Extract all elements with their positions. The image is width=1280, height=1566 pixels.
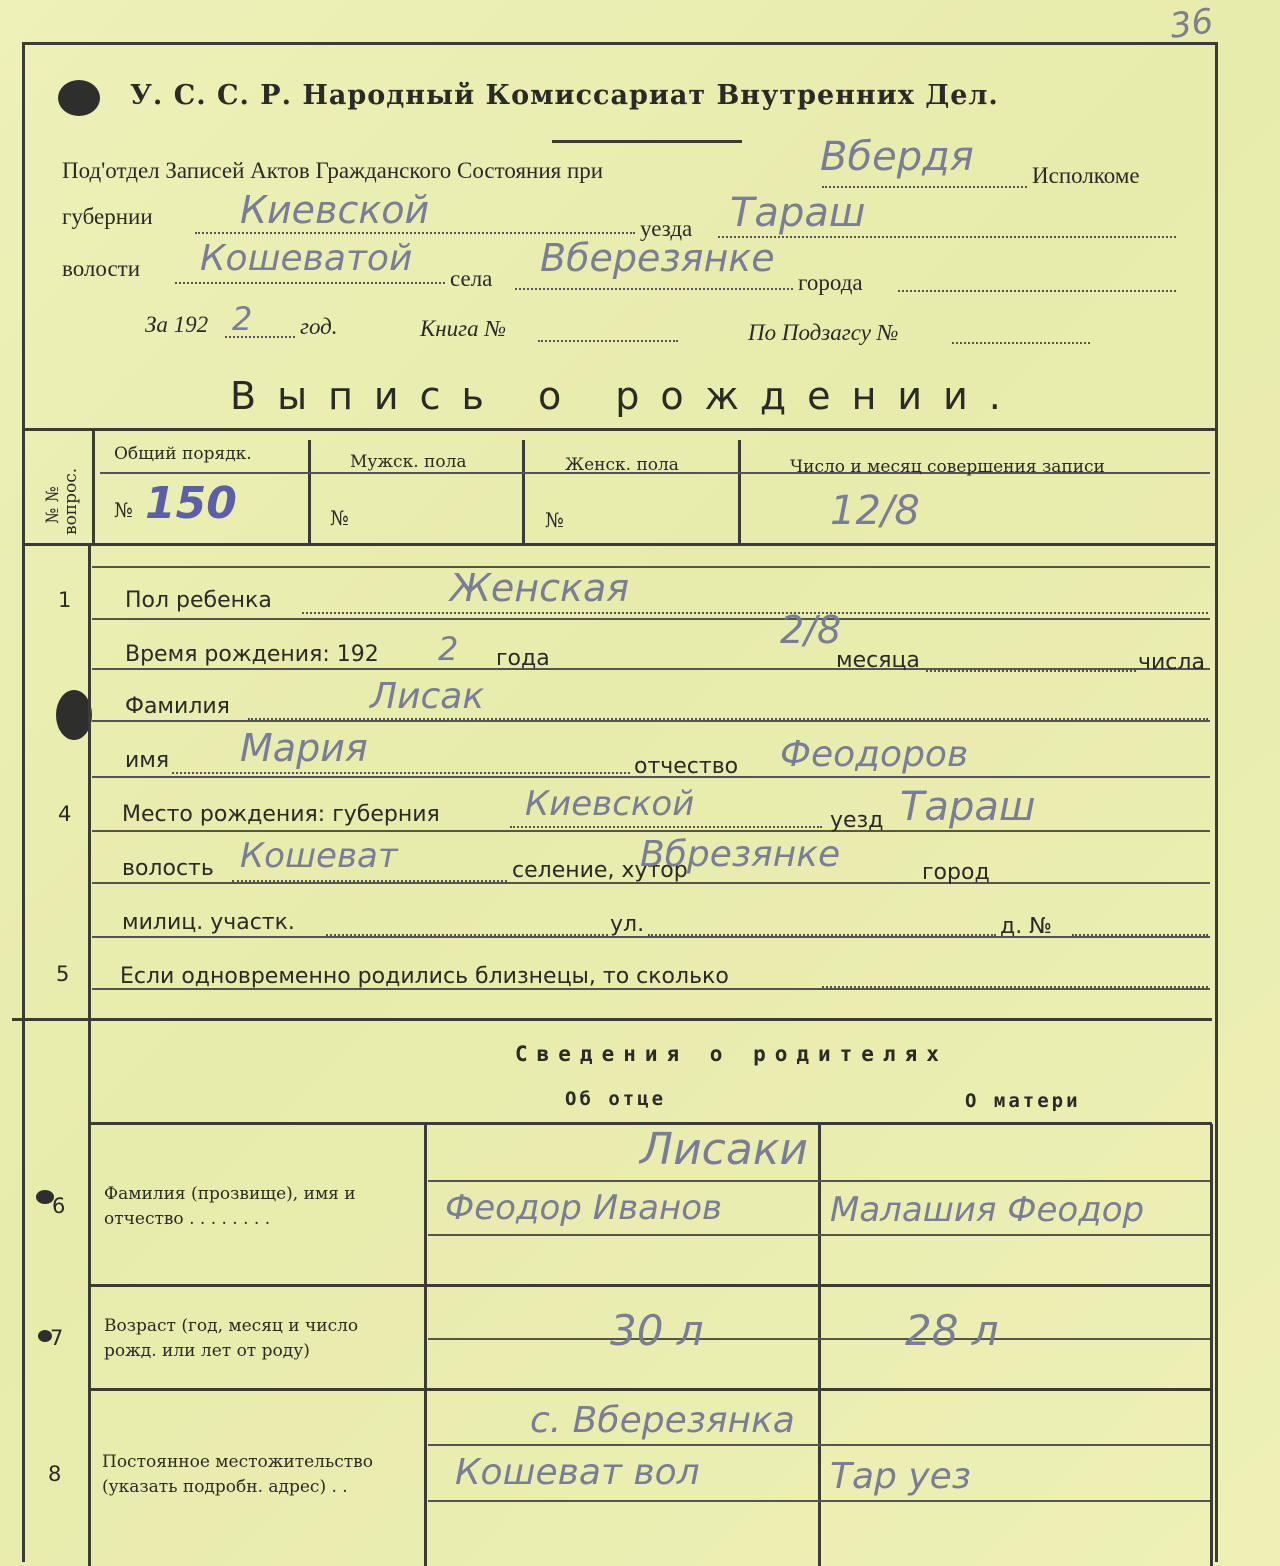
q-number-4: 4 (58, 802, 72, 826)
mother-heading: О матери (965, 1090, 1081, 1112)
table-top-rule (22, 428, 1218, 431)
twins-line (822, 986, 1208, 988)
guberniya-label: губернии (62, 204, 153, 229)
row-rule (428, 1234, 1210, 1236)
punch-hole (56, 690, 92, 740)
book-line (538, 340, 678, 342)
hw-birth-year: 2 (438, 630, 459, 668)
guberniya-line (195, 232, 635, 234)
col-divider (92, 428, 95, 546)
hw-address-right: Тар уез (830, 1456, 971, 1497)
row-rule (92, 720, 1210, 722)
no-sign: № (114, 498, 133, 522)
birthplace-guberniya-line (510, 826, 822, 828)
father-heading: Об отце (565, 1088, 667, 1110)
punch-hole (58, 80, 100, 116)
hw-child-sex: Женская (450, 566, 630, 610)
hw-uezd: Тараш (730, 190, 866, 236)
q-col-label-1: № № (43, 486, 63, 524)
parents-top-rule (12, 1018, 1212, 1021)
question-column-label (43, 467, 81, 535)
selo-label: села (450, 266, 493, 291)
row8-label: Постоянное местожительство (указать подробн. адрес) . . (102, 1452, 373, 1497)
col-general-order: Общий порядк. (114, 444, 252, 464)
ispolkom-line (822, 186, 1027, 188)
hw-general-number: 150 (145, 478, 237, 529)
hw-mother-name: Малашия Феодор (830, 1190, 1145, 1230)
twins-label: Если одновременно родились близнецы, то сколько (120, 964, 729, 989)
hw-birth-volost: Кошеват (240, 836, 398, 876)
birthplace-uezd-line (896, 830, 1208, 832)
row6-bottom (88, 1284, 1212, 1287)
settlement-label: селение, хутор (512, 858, 688, 883)
row-rule (428, 1338, 1210, 1340)
child-sex-label: Пол ребенка (125, 588, 272, 613)
hw-birth-uezd: Тараш (900, 784, 1036, 830)
surname-line (248, 718, 1208, 720)
settlement-line (712, 882, 920, 884)
name-line (172, 772, 630, 774)
q-number-1: 1 (58, 588, 72, 612)
hw-selo: Вберезянке (540, 236, 775, 280)
q-number-5: 5 (56, 962, 70, 986)
surname-label: Фамилия (125, 694, 230, 719)
col-divider (738, 440, 741, 546)
house-line (1072, 934, 1208, 936)
hw-ispolkom: Вбердя (820, 134, 974, 180)
header-title: У. С. С. Р. Народный Комиссариат Внутренних Дел. (130, 80, 999, 111)
day-label: числа (1138, 650, 1205, 675)
birthplace-city-line (998, 882, 1208, 884)
selo-line (515, 288, 793, 290)
col-divider (308, 440, 311, 546)
row-rule (428, 1444, 1210, 1446)
patronymic-line (758, 776, 1208, 778)
street-line (648, 934, 996, 936)
gorod-label: города (798, 270, 863, 295)
col-male: Мужск. пола (350, 452, 467, 472)
birth-date-line (556, 668, 831, 670)
hw-guberniya: Киевской (240, 188, 430, 232)
row-rule (428, 1500, 1210, 1502)
hw-parents-surname: Лисаки (640, 1124, 809, 1175)
hw-birth-date: 2/8 (780, 608, 842, 652)
hw-address-left: Кошеват вол (455, 1452, 700, 1493)
podzagsu-line (952, 342, 1090, 344)
volost-line (175, 282, 445, 284)
row7-bottom (88, 1388, 1212, 1391)
year-suffix: год. (300, 314, 338, 339)
uezd-label: уезда (640, 216, 693, 241)
table-bottom-rule (22, 543, 1218, 546)
archive-page-number: 36 (1167, 1, 1216, 47)
street-label: ул. (610, 912, 645, 937)
book-label: Книга № (420, 316, 507, 341)
hw-record-date: 12/8 (830, 488, 920, 534)
house-label: д. № (1000, 914, 1053, 939)
row-rule (92, 566, 1210, 568)
q-number-6: 6 (52, 1194, 66, 1218)
hw-father-age: 30 л (610, 1306, 704, 1355)
parents-heading: Сведения о родителях (515, 1042, 948, 1066)
patronymic-label: отчество (634, 754, 739, 779)
col-divider (522, 440, 525, 546)
uezd-line (718, 236, 1176, 238)
row-rule (92, 618, 1210, 620)
hw-name: Мария (240, 726, 368, 770)
month-label: месяца (836, 648, 920, 673)
birthplace-volost-label: волость (122, 856, 214, 881)
row7-label: Возраст (год, месяц и число рожд. или лет от роду) (104, 1316, 359, 1361)
birth-year-suffix: года (496, 646, 550, 671)
hw-mother-age: 28 л (905, 1306, 999, 1355)
col-female: Женск. пола (565, 455, 679, 475)
document-title: Выпись о рождении. (230, 374, 1022, 418)
gorod-line (898, 290, 1176, 292)
hw-volost: Кошеватой (200, 238, 413, 279)
q-col-label-2: вопрос. (61, 467, 81, 535)
militia-label: милиц. участк. (122, 910, 295, 935)
year-line (225, 336, 295, 338)
child-sex-line (302, 612, 1208, 614)
title-underline (552, 140, 742, 143)
subdept-label: Под'отдел Записей Актов Гражданского Состояния при (62, 158, 604, 183)
birthplace-volost-line (232, 880, 507, 882)
volost-label: волости (62, 256, 141, 281)
q-column-line (88, 546, 91, 1566)
father-col-line (424, 1124, 427, 1566)
q-number-8: 8 (48, 1462, 62, 1486)
right-border (1210, 1124, 1213, 1566)
ispolkom-label: Исполкоме (1032, 163, 1140, 188)
col-record-date: Число и месяц совершения записи (790, 457, 1105, 477)
hw-address-top: с. Вберезянка (530, 1400, 795, 1441)
month-line (926, 670, 1136, 672)
name-label: имя (125, 748, 170, 773)
hw-birth-guberniya: Киевской (525, 784, 695, 824)
hw-father-name: Феодор Иванов (445, 1188, 723, 1228)
year-label: За 192 (145, 312, 209, 337)
row6-label: Фамилия (прозвище), имя и отчество . . . . . . . . (104, 1184, 356, 1229)
hw-year: 2 (232, 300, 253, 338)
birth-time-label: Время рождения: 192 (125, 642, 379, 667)
birthplace-city-label: город (922, 860, 990, 885)
q-number-7: 7 (50, 1326, 64, 1350)
no-sign: № (545, 508, 564, 532)
hw-settlement: Вбрезянке (640, 834, 841, 875)
row-rule (428, 1180, 1210, 1182)
birthplace-uezd-label: уезд (830, 808, 884, 833)
no-sign: № (330, 506, 349, 530)
hw-surname: Лисак (370, 676, 485, 717)
podzagsu-label: По Подзагсу № (748, 320, 899, 345)
militia-line (326, 934, 608, 936)
hw-patronymic: Феодоров (780, 734, 969, 775)
birthplace-label: Место рождения: губерния (122, 802, 440, 827)
